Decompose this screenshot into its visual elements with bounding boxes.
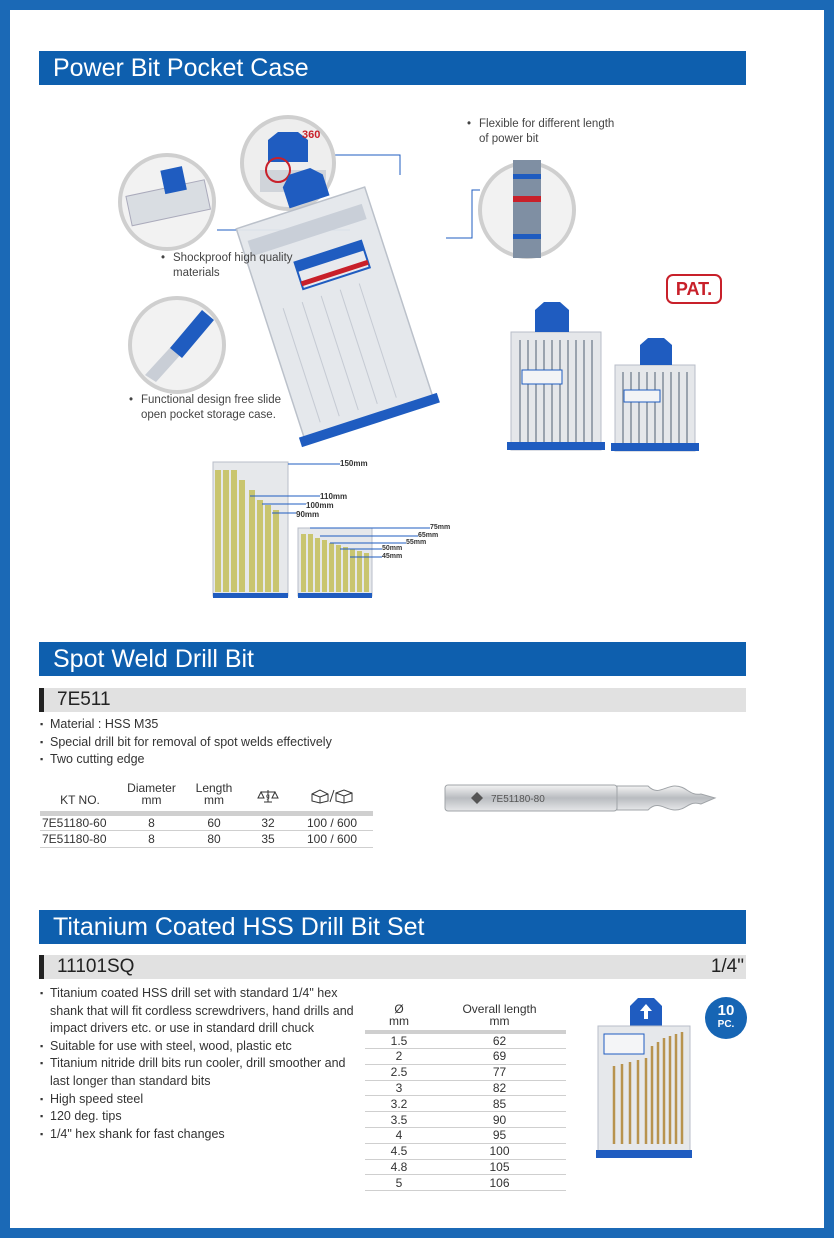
table-row xyxy=(365,1175,566,1191)
length-label-45: 45mm xyxy=(382,553,403,560)
titanium-features xyxy=(40,985,355,1143)
length-label-50: 50mm xyxy=(382,545,403,552)
piece-count-badge xyxy=(705,997,747,1039)
col-diameter: Diameter mm xyxy=(127,781,176,807)
cell-diameter: 5 xyxy=(365,1175,433,1191)
feature-item: ▪ Suitable for use with steel, wood, plastic etc xyxy=(40,1038,355,1056)
cell-overall-length: 62 xyxy=(433,1032,566,1049)
section-title-titanium: Titanium Coated HSS Drill Bit Set xyxy=(39,910,746,944)
table-row xyxy=(40,831,373,848)
rotation-label: 360 xyxy=(302,129,321,141)
table-row xyxy=(365,1032,566,1049)
cell-overall-length: 85 xyxy=(433,1096,566,1112)
feature-item: ▪ Special drill bit for removal of spot welds effectively xyxy=(40,734,380,752)
drill-set-case-image xyxy=(594,996,696,1160)
cell-diameter: 3.5 xyxy=(365,1112,433,1128)
length-label-150: 150mm xyxy=(340,459,368,468)
cell-overall-length: 69 xyxy=(433,1049,566,1065)
feature-item: ▪ 1/4" hex shank for fast changes xyxy=(40,1126,355,1144)
cell-overall-length: 105 xyxy=(433,1159,566,1175)
code-marker xyxy=(39,955,44,979)
cell-diameter: 8 xyxy=(148,832,155,846)
cell-kt-no: 7E51180-80 xyxy=(42,832,107,846)
cell-length: 80 xyxy=(207,832,221,846)
cell-weight: 35 xyxy=(261,832,275,846)
spot-weld-code-bar xyxy=(39,688,746,712)
drill-size-table xyxy=(365,1003,566,1191)
piece-unit: PC. xyxy=(717,1019,735,1030)
table-row xyxy=(40,814,373,831)
length-label-100: 100mm xyxy=(306,501,334,510)
length-label-65: 65mm xyxy=(418,532,439,539)
spot-weld-table xyxy=(40,782,373,848)
cell-diameter: 3.2 xyxy=(365,1096,433,1112)
cell-diameter: 4 xyxy=(365,1127,433,1143)
cell-overall-length: 90 xyxy=(433,1112,566,1128)
code-marker xyxy=(39,688,44,712)
cell-diameter: 2 xyxy=(365,1049,433,1065)
table-row xyxy=(365,1159,566,1175)
table-row xyxy=(365,1096,566,1112)
bit-engraving: 7E51180-80 xyxy=(491,794,545,805)
power-bit-case-illustration xyxy=(10,10,824,610)
length-label-55: 55mm xyxy=(406,539,427,546)
feature-item: ▪ High speed steel xyxy=(40,1091,355,1109)
cell-overall-length: 77 xyxy=(433,1064,566,1080)
box-packaging-icon xyxy=(310,788,354,804)
cell-diameter: 4.8 xyxy=(365,1159,433,1175)
callout-shockproof: • Shockproof high quality materials xyxy=(161,252,293,279)
scale-icon xyxy=(257,788,279,804)
cell-diameter: 1.5 xyxy=(365,1032,433,1049)
feature-item: ▪ Titanium nitride drill bits run cooler, drill smoother and last longer than standard bits xyxy=(40,1055,355,1090)
feature-item: ▪ 120 deg. tips xyxy=(40,1108,355,1126)
feature-item: ▪ Material : HSS M35 xyxy=(40,716,380,734)
col-overall-length: Overall length mm xyxy=(462,1002,537,1028)
length-label-110: 110mm xyxy=(320,492,348,501)
col-weight xyxy=(245,782,291,814)
table-row xyxy=(365,1049,566,1065)
cell-pack: 100 / 600 xyxy=(306,832,358,846)
cell-kt-no: 7E51180-60 xyxy=(42,816,107,830)
cell-diameter: 3 xyxy=(365,1080,433,1096)
titanium-code: 11101SQ xyxy=(57,956,135,977)
feature-item: ▪ Titanium coated HSS drill set with standard 1/4" hex shank that will fit cordless screwdrivers, hand drills and impact drivers etc. or use in standard drill chuck xyxy=(40,985,355,1038)
patent-badge: PAT. xyxy=(666,274,722,304)
catalog-page xyxy=(10,10,824,1228)
svg-text:g: g xyxy=(266,793,270,800)
callout-flexible: • Flexible for different length of power bit xyxy=(467,118,615,145)
table-row xyxy=(365,1080,566,1096)
feature-item: ▪ Two cutting edge xyxy=(40,751,380,769)
col-diameter: Ø mm xyxy=(389,1002,409,1028)
section-title-power-bit: Power Bit Pocket Case xyxy=(39,51,746,85)
table-row xyxy=(365,1127,566,1143)
col-packaging xyxy=(291,782,373,814)
cell-overall-length: 100 xyxy=(433,1143,566,1159)
cell-pack: 100 / 600 xyxy=(306,816,358,830)
titanium-code-bar xyxy=(39,955,746,979)
drive-size: 1/4" xyxy=(710,956,744,977)
spot-weld-code: 7E511 xyxy=(57,689,111,710)
col-kt-no: KT NO. xyxy=(60,793,100,807)
cell-diameter: 4.5 xyxy=(365,1143,433,1159)
piece-count: 10 xyxy=(717,1002,735,1019)
length-label-90: 90mm xyxy=(296,510,320,519)
length-label-75: 75mm xyxy=(430,524,451,531)
col-length: Length mm xyxy=(195,781,233,807)
table-row xyxy=(365,1143,566,1159)
callout-functional: • Functional design free slide open pocket storage case. xyxy=(129,394,281,421)
spot-weld-bit-image xyxy=(443,782,718,814)
spot-weld-features xyxy=(40,716,380,769)
cell-diameter: 2.5 xyxy=(365,1064,433,1080)
cell-overall-length: 95 xyxy=(433,1127,566,1143)
cell-length: 60 xyxy=(207,816,221,830)
cell-weight: 32 xyxy=(261,816,275,830)
cell-diameter: 8 xyxy=(148,816,155,830)
section-title-spot-weld: Spot Weld Drill Bit xyxy=(39,642,746,676)
cell-overall-length: 82 xyxy=(433,1080,566,1096)
table-row xyxy=(365,1064,566,1080)
table-row xyxy=(365,1112,566,1128)
cell-overall-length: 106 xyxy=(433,1175,566,1191)
